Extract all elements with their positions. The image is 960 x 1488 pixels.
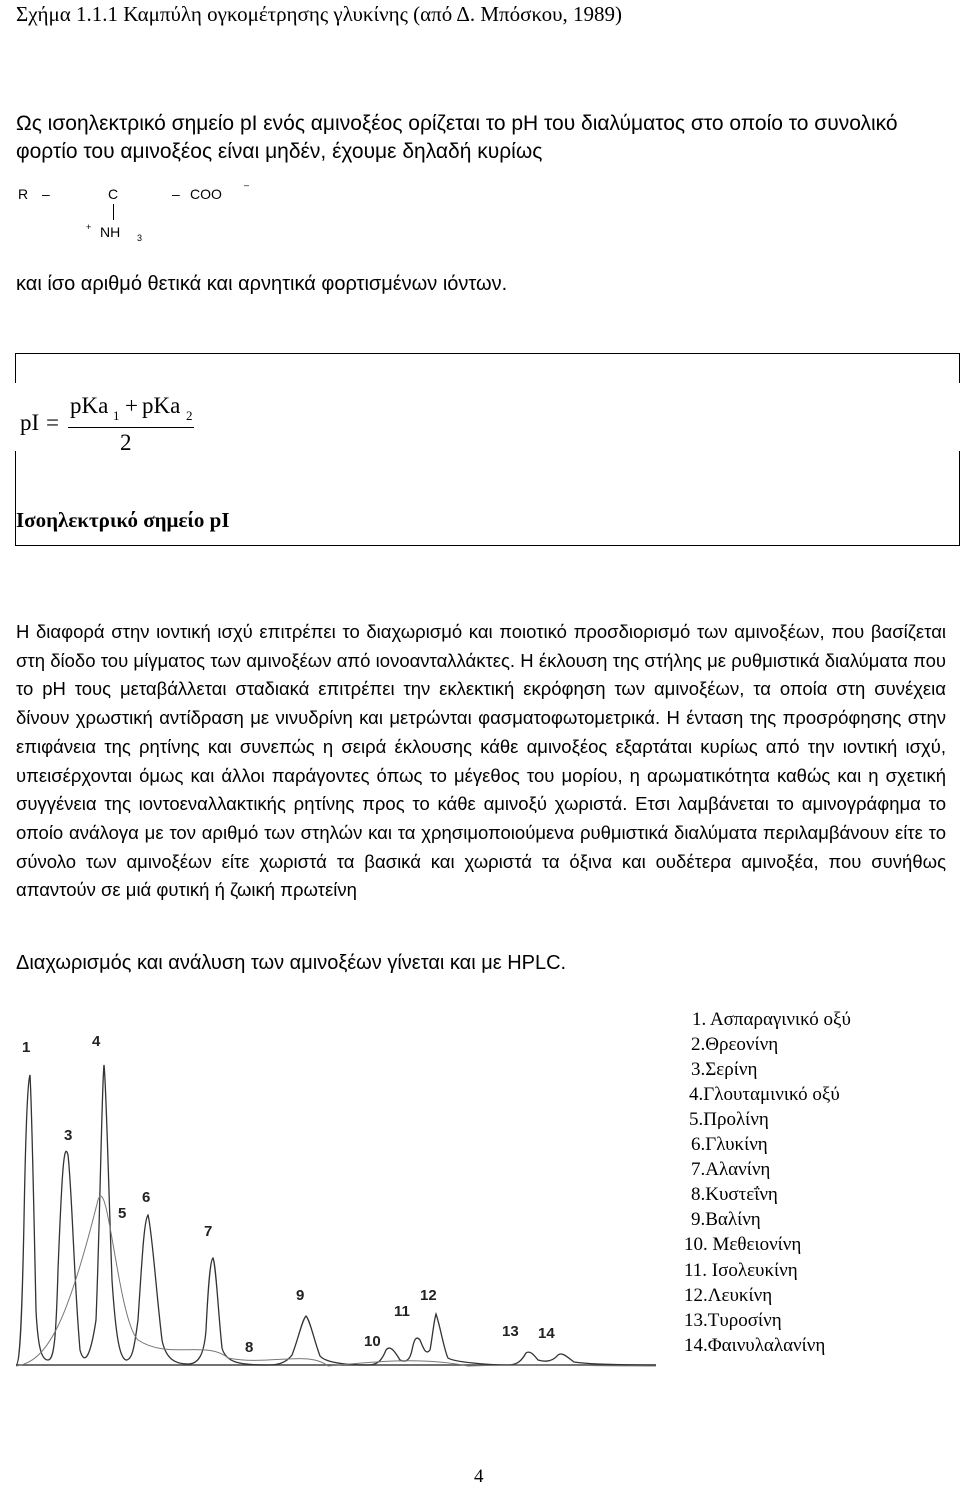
structure-nh: NH <box>100 224 121 240</box>
page-number: 4 <box>474 1466 484 1487</box>
ion-exchange-paragraph: Η διαφορά στην ιοντική ισχύ επιτρέπει το διαχωρισμό και ποιοτικό προσδιορισμό των αμινοξέων, που βασίζεται στη δίοδο του μίγματος των αμινοξέων από ιονοανταλλάκτες. Η έκλουση της στήλης με ρυθμιστικά διαλύματα που το pH τους μεταβάλλεται σταδιακά επιτρέπει την εκλεκτική εκρόφηση των αμινοξέων, τα οποία στη συνέχεια δίνουν χρωστική αντίδραση με νινυδρίνη και μετρώνται φασματοφωτομετρικά. Η ένταση της προσρόφησης στην επιφάνεια της ρητίνης και συνεπώς η σειρά έκλουσης κάθε αμινοξέος εξαρτάται κυρίως από την ιοντική ισχύ, υπεισέρχονται όμως και άλλοι παράγοντες όπως το μέγεθος του μορίου, η αρωματικότητα καθώς και η σχετική συγγένεια της ιοντοεναλλακτικής ρητίνης προς το κάθε αμινοξύ χωριστά. Ετσι λαμβάνεται το αμινογράφημα το οποίο ανάλογα με τον αριθμό των στηλών και τα χρησιμοποιούμενα ρυθμιστικά διαλύματα περιλαμβάνουν είτε το σύνολο των αμινοξέων είτε χωριστά τα βασικά και χωριστά τα όξινα και ουδέτερα αμινοξέα, που συνήθως απαντούν σε μιά φυτική ή ζωική πρωτείνη <box>16 621 946 901</box>
structure-carbon: C <box>108 186 119 202</box>
formula-denominator: 2 <box>120 430 132 455</box>
structure-dash-1: – <box>42 186 50 202</box>
pi-heading: Ισοηλεκτρικό σημείο pI <box>16 508 230 532</box>
legend-item-2: 2.Θρεονίνη <box>691 1034 779 1055</box>
legend-item-6: 6.Γλυκίνη <box>691 1134 768 1155</box>
formula-box-bottom-border <box>15 545 959 546</box>
legend-item-13: 13.Τυροσίνη <box>684 1310 782 1331</box>
amino-acid-chromatogram <box>8 1020 668 1380</box>
formula-pka2-subscript: 2 <box>186 408 193 423</box>
peak-label-5: 5 <box>118 1205 127 1222</box>
chromatogram-peak-labels <box>22 1033 555 1356</box>
peak-label-1: 1 <box>22 1039 31 1056</box>
peak-label-6: 6 <box>142 1189 151 1206</box>
formula-plus: + <box>125 393 138 418</box>
formula-box-gap-left <box>14 383 17 451</box>
formula-pka1-subscript: 1 <box>113 408 120 423</box>
formula-pka1: pKa <box>70 393 109 418</box>
peak-label-7: 7 <box>204 1223 213 1240</box>
formula-fraction-bar <box>68 427 194 428</box>
legend-item-1: 1. Ασπαραγινικό οξύ <box>692 1009 851 1030</box>
legend-item-14: 14.Φαινυλαλανίνη <box>684 1335 826 1356</box>
legend-item-9: 9.Βαλίνη <box>691 1209 761 1230</box>
legend-item-7: 7.Αλανίνη <box>691 1159 771 1180</box>
peak-label-8: 8 <box>245 1339 254 1356</box>
formula-lhs: pI <box>20 410 40 435</box>
legend-item-12: 12.Λευκίνη <box>684 1285 773 1306</box>
peak-label-4: 4 <box>92 1033 101 1050</box>
formula-equals: = <box>46 410 59 435</box>
peak-label-13: 13 <box>502 1323 519 1340</box>
legend-item-11: 11. Ισολευκίνη <box>684 1260 798 1281</box>
peak-label-10: 10 <box>364 1333 381 1350</box>
legend-item-8: 8.Κυστεΐνη <box>691 1184 778 1205</box>
legend-item-5: 5.Προλίνη <box>689 1109 769 1130</box>
charge-balance-text: και ίσο αριθμό θετικά και αρνητικά φορτισμένων ιόντων. <box>16 273 508 295</box>
peak-label-9: 9 <box>296 1287 305 1304</box>
formula-pka2: pKa <box>142 393 181 418</box>
peak-label-12: 12 <box>420 1287 437 1304</box>
structure-minus-charge: – <box>244 180 250 190</box>
structure-plus-charge: + <box>86 222 92 232</box>
legend-item-4: 4.Γλουταμινικό οξύ <box>689 1084 840 1105</box>
structure-coo: COO <box>190 186 222 202</box>
peak-label-3: 3 <box>64 1127 73 1144</box>
structure-bond-line <box>113 204 114 220</box>
peak-label-14: 14 <box>538 1325 555 1342</box>
figure-caption: Σχήμα 1.1.1 Καμπύλη ογκομέτρησης γλυκίνης (από Δ. Μπόσκου, 1989) <box>16 2 622 26</box>
structure-r: R <box>18 186 29 202</box>
legend-item-10: 10. Μεθειονίνη <box>684 1234 802 1255</box>
peak-label-11: 11 <box>394 1303 410 1320</box>
formula-box-gap-right <box>956 383 960 451</box>
legend-item-3: 3.Σερίνη <box>691 1059 758 1080</box>
chromatogram-trace <box>16 1065 656 1365</box>
structure-dash-2: – <box>172 186 180 202</box>
structure-subscript-3: 3 <box>137 233 143 243</box>
pi-definition-paragraph: Ως ισοηλεκτρικό σημείο pI ενός αμινοξέος ορίζεται το pH του διαλύματος στο οποίο το συνολικό φορτίο του αμινοξέος είναι μηδέν, έχουμε δηλαδή κυρίως <box>16 112 898 163</box>
hplc-line: Διαχωρισμός και ανάλυση των αμινοξέων γίνεται και με HPLC. <box>16 952 567 974</box>
